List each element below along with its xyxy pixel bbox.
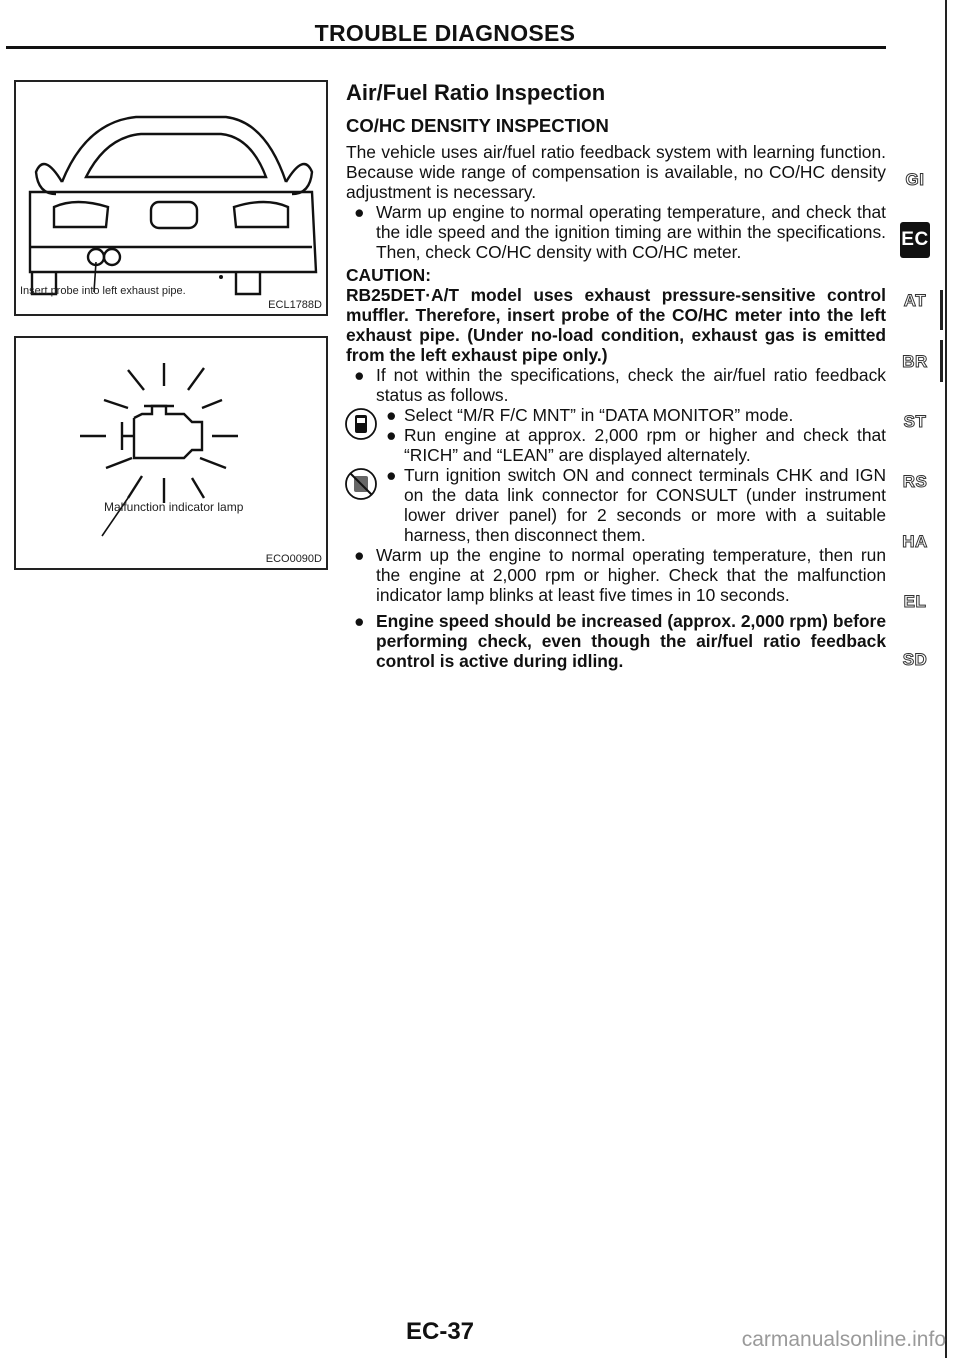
list-item: [346, 425, 886, 465]
bullet: ●: [386, 405, 397, 425]
page-margin-rule: [945, 0, 947, 1358]
list-item: [346, 202, 886, 262]
right-tail-lamp: [234, 202, 288, 227]
side-tab-gi[interactable]: GI: [905, 170, 925, 189]
right-wheel: [236, 272, 260, 294]
mil-illustration: [16, 338, 326, 568]
intro-paragraph: The vehicle uses air/fuel ratio feedback system with learning function. Because wide range of compensation is available, no CO/HC density adjustment is necessary.: [346, 142, 886, 202]
side-tab-at[interactable]: AT: [903, 291, 927, 310]
step-1-text: Warm up engine to normal operating temperature, and check that the idle speed and the ignition timing are within the specifications. Then, check CO/HC density with CO/HC meter.: [376, 202, 886, 262]
figure-code: ECL1788D: [268, 299, 322, 311]
subsection-title: CO/HC DENSITY INSPECTION: [346, 115, 609, 136]
section-title: Air/Fuel Ratio Inspection: [346, 80, 606, 105]
side-marker-bar: [940, 340, 943, 382]
bullet: ●: [386, 425, 397, 445]
consult-step-a: Select “M/R F/C MNT” in “DATA MONITOR” mode.: [404, 405, 794, 425]
figure-exhaust-probe: [14, 80, 328, 316]
side-tab-el[interactable]: EL: [903, 592, 927, 611]
page-header-title: TROUBLE DIAGNOSES: [314, 20, 576, 46]
side-tab-st[interactable]: ST: [903, 412, 927, 431]
step-2-text: If not within the specifications, check the air/fuel ratio feedback status as follows.: [376, 365, 886, 405]
engine-symbol: [122, 406, 202, 458]
step-4-text: Engine speed should be increased (approx. 2,000 rpm) before performing check, even though the air/fuel ratio feedback control is active during idling.: [376, 611, 886, 671]
consult-procedure: [346, 405, 886, 465]
right-mirror: [286, 164, 312, 194]
main-content: [346, 80, 886, 671]
list-item: [346, 365, 886, 405]
bullet: ●: [354, 365, 365, 385]
step-3-text: Warm up the engine to normal operating temperature, then run the engine at 2,000 rpm or higher. Check that the malfunction indicator lamp blinks at least five times in 10 seconds.: [376, 545, 886, 605]
bullet: ●: [386, 465, 397, 485]
caution-text: RB25DET·A/T model uses exhaust pressure-sensitive control muffler. Therefore, insert probe of the CO/HC meter into the left exhaust pipe. (Under no-load condition, exhaust gas is emitted from the left exhaust pipe only.): [346, 285, 886, 365]
side-tab-sd[interactable]: SD: [902, 650, 928, 669]
list-item: [346, 611, 886, 671]
rear-window: [86, 134, 266, 177]
side-tab-ec[interactable]: EC: [900, 222, 930, 258]
side-marker-bar: [940, 290, 943, 330]
car-rear-illustration: [16, 82, 326, 314]
car-roof-outline: [62, 117, 286, 182]
bullet: ●: [354, 202, 365, 222]
list-item: [346, 405, 886, 425]
license-plate: [151, 202, 197, 228]
header-rule: [6, 46, 886, 49]
list-item: [346, 465, 886, 545]
bullet: ●: [354, 545, 365, 565]
figure-mil: [14, 336, 328, 570]
side-tab-rs[interactable]: RS: [902, 472, 928, 491]
caution-label: CAUTION:: [346, 265, 432, 285]
watermark: carmanualsonline.info: [741, 1328, 946, 1351]
figure-caption: Insert probe into left exhaust pipe.: [20, 285, 186, 297]
page-number: EC-37: [405, 1318, 475, 1345]
side-tab-br[interactable]: BR: [902, 352, 928, 371]
left-tail-lamp: [54, 202, 108, 227]
left-mirror: [36, 164, 62, 194]
no-tools-procedure: [346, 465, 886, 545]
consult-step-b: Run engine at approx. 2,000 rpm or higher and check that “RICH” and “LEAN” are displayed alternately.: [404, 425, 886, 465]
figure-caption: Malfunction indicator lamp: [104, 500, 244, 514]
side-tab-ha[interactable]: HA: [902, 532, 928, 551]
list-item: [346, 545, 886, 605]
car-body-outline: [30, 192, 316, 272]
bullet: ●: [354, 611, 365, 631]
no-tools-step-a: Turn ignition switch ON and connect terminals CHK and IGN on the data link connector for CONSULT (under instrument lower driver panel) for 2 seconds or more with a suitable harness, then disconnect them.: [404, 465, 886, 545]
right-exhaust-pipe: [104, 249, 120, 265]
figure-code: ECO0090D: [265, 553, 322, 565]
